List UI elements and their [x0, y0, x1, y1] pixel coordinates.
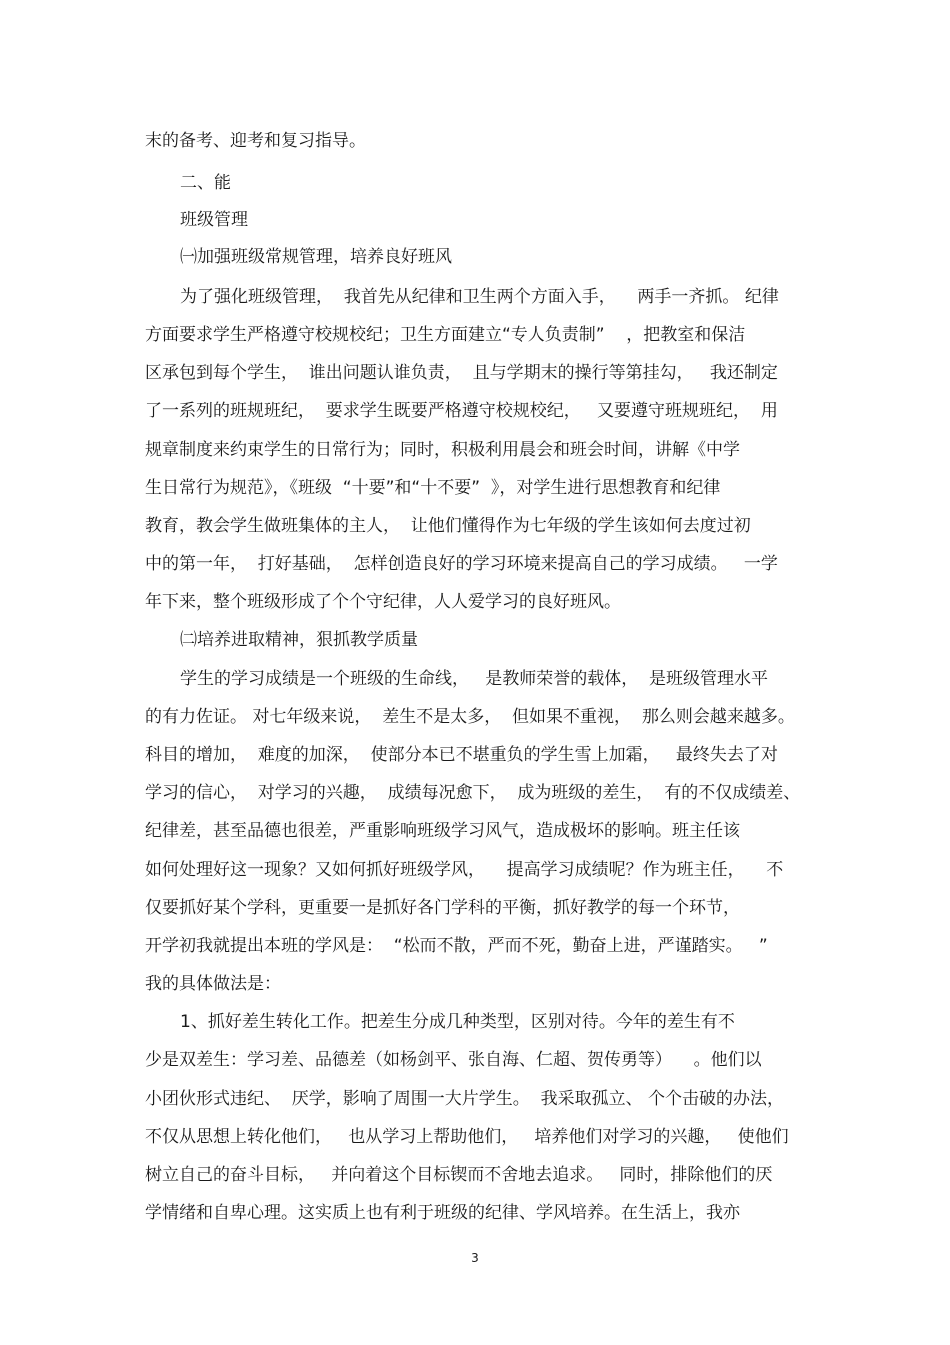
text-line: 学生的学习成绩是一个班级的生命线， 是教师荣誉的载体， 是班级管理水平: [180, 669, 769, 689]
text-line: 仅要抓好某个学科，更重要一是抓好各门学科的平衡，抓好教学的每一个环节，: [145, 898, 740, 918]
subsection-heading: ㈠加强班级常规管理，培养良好班风: [180, 247, 452, 267]
text-line: 生日常行为规范》，《班级 “十要”和“十不要” 》，对学生进行思想教育和纪律: [145, 478, 721, 498]
text-line: 我的具体做法是：: [145, 974, 281, 994]
text-line: 年下来，整个班级形成了个个守纪律，人人爱学习的良好班风。: [145, 592, 621, 612]
subsection-heading: ㈡培养进取精神，狠抓教学质量: [180, 630, 418, 650]
text-line: 方面要求学生严格遵守校规校纪；卫生方面建立“专人负责制” ，把教室和保洁: [145, 325, 746, 345]
text-line: 末的备考、迎考和复习指导。: [145, 131, 366, 151]
text-line: 1、抓好差生转化工作。把差生分成几种类型，区别对待。今年的差生有不: [180, 1012, 735, 1032]
text-line: 小团伙形式违纪、 厌学，影响了周围一大片学生。 我采取孤立、 个个击破的办法，: [145, 1089, 785, 1109]
page-number: 3: [471, 1251, 479, 1265]
text-line: 纪律差，甚至品德也很差，严重影响班级学习风气，造成极坏的影响。班主任该: [145, 821, 740, 841]
text-line: 教育，教会学生做班集体的主人， 让他们懂得作为七年级的学生该如何去度过初: [145, 516, 751, 536]
text-line: 学习的信心， 对学习的兴趣， 成绩每况愈下， 成为班级的差生， 有的不仅成绩差、: [145, 783, 801, 803]
text-line: 为了强化班级管理， 我首先从纪律和卫生两个方面入手， 两手一齐抓。 纪律: [180, 287, 779, 307]
text-line: 中的第一年， 打好基础， 怎样创造良好的学习环境来提高自己的学习成绩。 一学: [145, 554, 778, 574]
text-line: 规章制度来约束学生的日常行为；同时，积极利用晨会和班会时间，讲解《中学: [145, 440, 740, 460]
section-heading: 二、能: [180, 173, 231, 193]
text-line: 了一系列的班规班纪， 要求学生既要严格遵守校规校纪， 又要遵守班规班纪， 用: [145, 401, 778, 421]
text-line: 树立自己的奋斗目标， 并向着这个目标锲而不舍地去追求。 同时，排除他们的厌: [145, 1165, 773, 1185]
text-line: 区承包到每个学生， 谁出问题认谁负责， 且与学期末的操行等第挂勾， 我还制定: [145, 363, 778, 383]
text-line: 科目的增加， 难度的加深， 使部分本已不堪重负的学生雪上加霜， 最终失去了对: [145, 745, 778, 765]
text-line: 学情绪和自卑心理。这实质上也有利于班级的纪律、学风培养。在生活上，我亦: [145, 1203, 740, 1223]
text-line: 的有力佐证。 对七年级来说， 差生不是太多， 但如果不重视， 那么则会越来越多。: [145, 707, 795, 727]
text-line: 开学初我就提出本班的学风是： “松而不散，严而不死，勤奋上进，严谨踏实。 ”: [145, 936, 768, 956]
text-line: 不仅从思想上转化他们， 也从学习上帮助他们， 培养他们对学习的兴趣， 使他们: [145, 1127, 789, 1147]
text-line: 少是双差生：学习差、品德差（如杨剑平、张自海、仁超、贺传勇等） 。他们以: [145, 1050, 762, 1070]
section-heading: 班级管理: [180, 210, 248, 230]
text-line: 如何处理好这一现象？又如何抓好班级学风， 提高学习成绩呢？作为班主任， 不: [145, 860, 784, 880]
